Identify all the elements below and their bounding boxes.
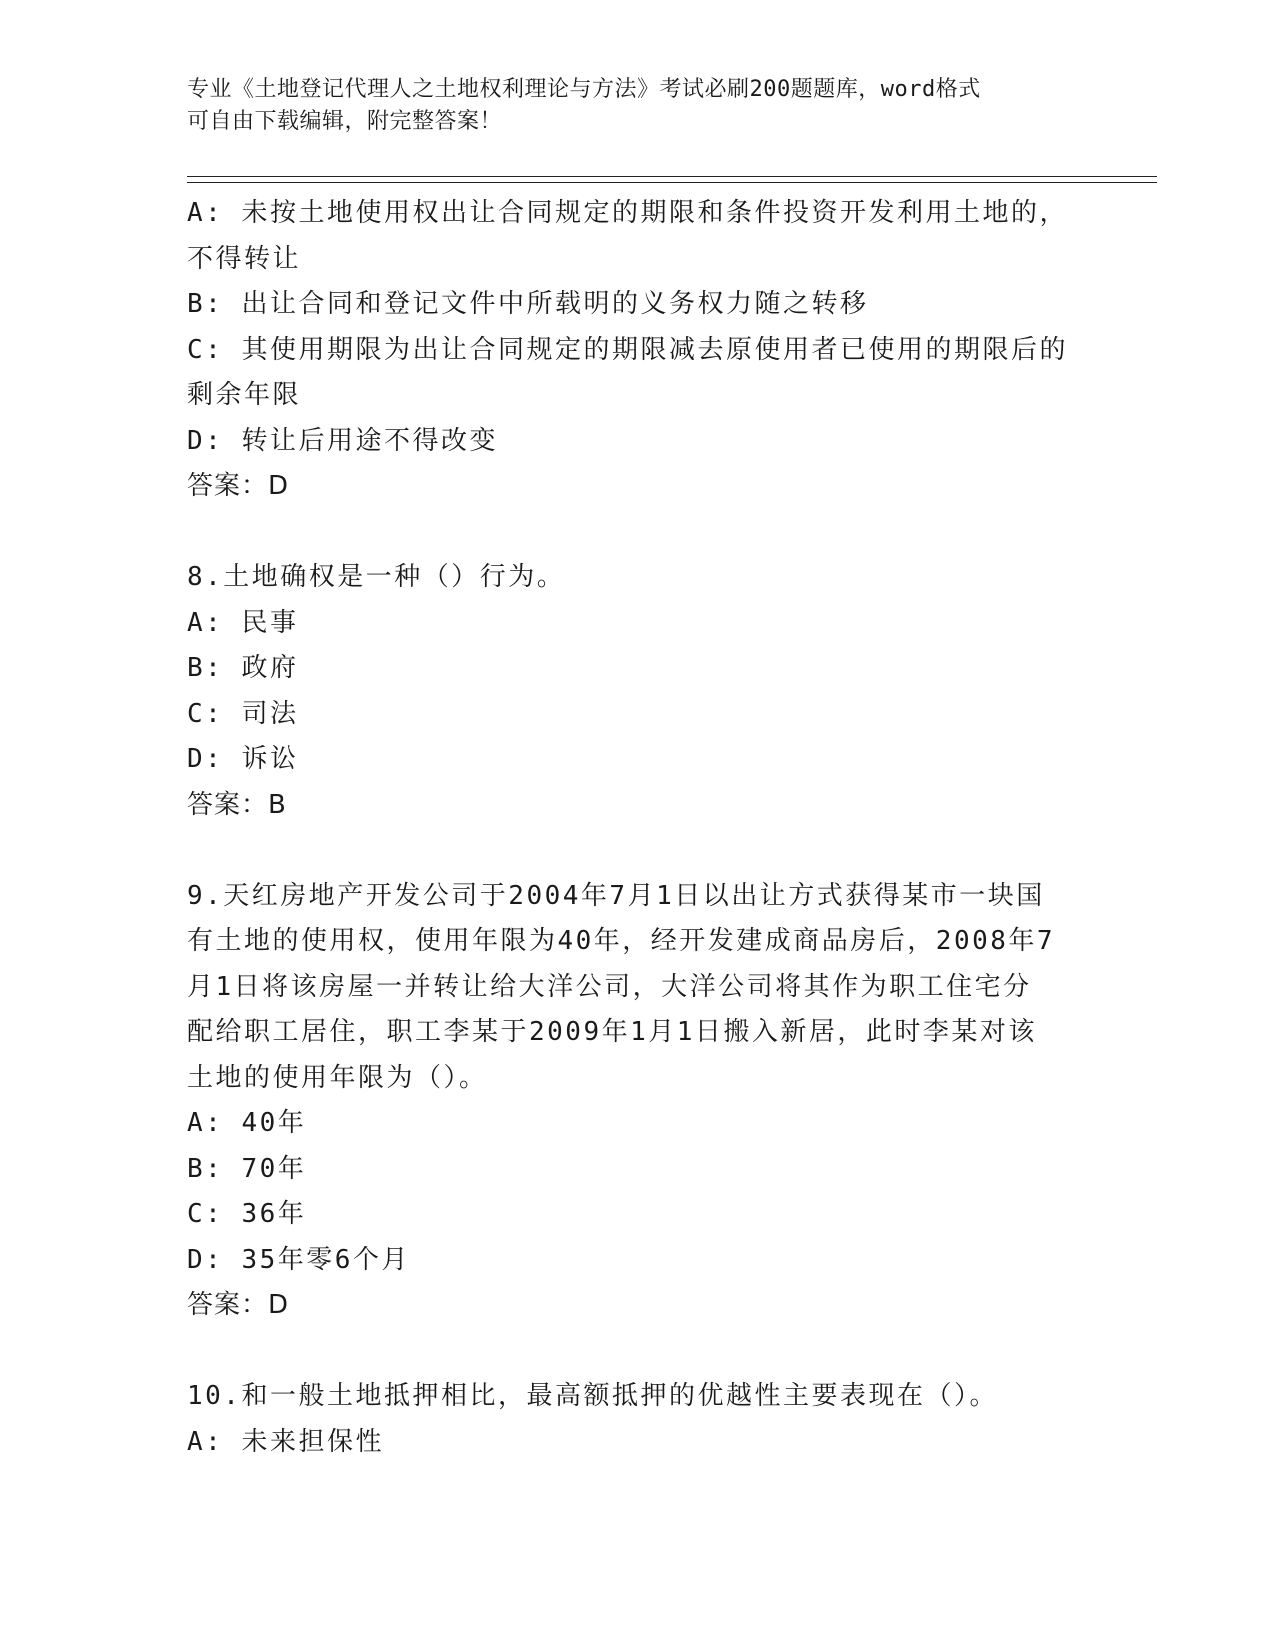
option-a: A: 未来担保性 [187, 1426, 384, 1457]
question-stem: 8.土地确权是一种（）行为。 [187, 562, 566, 592]
question-stem-line-5: 土地的使用年限为（）。 [187, 1062, 488, 1093]
option-b: B: 70年 [187, 1153, 307, 1184]
header-divider-top [187, 176, 1157, 177]
option-a-line-2: 不得转让 [187, 243, 302, 274]
option-d: D: 35年零6个月 [187, 1244, 410, 1275]
header-line-1: 专业《土地登记代理人之土地权利理论与方法》考试必刷200题题库，word格式 [187, 77, 981, 102]
option-c: C: 36年 [187, 1199, 307, 1229]
question-stem: 10.和一般土地抵押相比，最高额抵押的优越性主要表现在（）。 [187, 1381, 998, 1411]
option-a: A: 40年 [187, 1108, 307, 1138]
spacer [187, 1329, 1087, 1375]
question-stem-line-3: 月1日将该房屋一并转让给大洋公司，大洋公司将其作为职工住宅分 [187, 971, 1032, 1002]
option-b: B: 出让合同和登记文件中所载明的义务权力随之转移 [187, 289, 869, 319]
header-divider-bottom [187, 182, 1157, 183]
question-stem-line-2: 有土地的使用权，使用年限为40年，经开发建成商品房后，2008年7 [187, 926, 1056, 956]
option-d: D: 转让后用途不得改变 [187, 425, 498, 456]
answer: 答案：D [187, 471, 290, 501]
option-c: C: 司法 [187, 698, 299, 729]
header-line-2: 可自由下载编辑，附完整答案！ [187, 109, 503, 134]
option-a-line-1: A: 未按土地使用权出让合同规定的期限和条件投资开发利用土地的， [187, 198, 1068, 228]
question-9 [187, 874, 1087, 1329]
question-stem-line-4: 配给职工居住，职工李某于2009年1月1日搬入新居，此时李某对该 [187, 1017, 1037, 1047]
option-b: B: 政府 [187, 653, 299, 683]
question-list [187, 191, 1087, 1465]
question-10 [187, 1374, 1087, 1465]
spacer [187, 510, 1087, 556]
question-stem-line-1: 9.天红房地产开发公司于2004年7月1日以出让方式获得某市一块国 [187, 880, 1045, 911]
option-d: D: 诉讼 [187, 744, 299, 774]
answer: 答案：D [187, 1290, 290, 1320]
answer: 答案：B [187, 789, 287, 820]
option-c-line-1: C: 其使用期限为出让合同规定的期限减去原使用者已使用的期限后的 [187, 334, 1068, 365]
question-7 [187, 191, 1087, 510]
document-header [187, 74, 1087, 138]
option-c-line-2: 剩余年限 [187, 380, 302, 410]
option-a: A: 民事 [187, 607, 299, 638]
question-8 [187, 555, 1087, 828]
spacer [187, 828, 1087, 874]
